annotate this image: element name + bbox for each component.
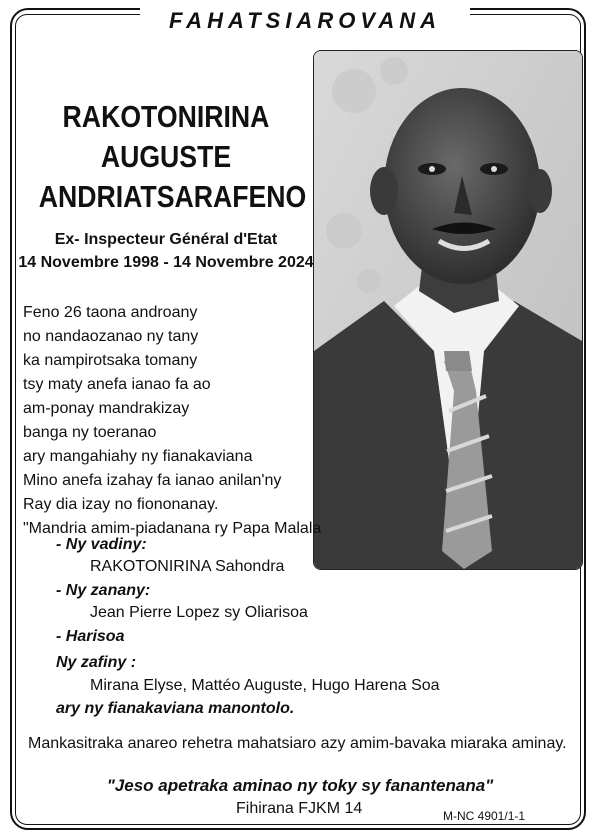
children-names: Jean Pierre Lopez sy Oliarisoa [90,604,308,621]
portrait-illustration [314,51,582,569]
poem-line: tsy maty anefa ianao fa ao [23,376,211,393]
scripture-quote: "Jeso apetraka aminao ny toky sy fanantenana" [106,776,494,795]
poem-line: Ray dia izay no fiononanay. [23,496,219,513]
poem-line: ka nampirotsaka tomany [23,352,198,369]
hymn-reference: Fihirana FJKM 14 [236,800,363,817]
spouse-name: RAKOTONIRINA Sahondra [90,558,285,575]
grandchildren-label: Ny zafiny : [56,654,137,671]
poem-line: ary mangahiahy ny fianakaviana [23,448,253,465]
poem-line: Feno 26 taona androany [23,304,198,321]
poem-line: Mino anefa izahay fa ianao anilan'ny [23,472,282,489]
heading-band [140,6,470,36]
notice-reference: M-NC 4901/1-1 [443,809,526,823]
name-line-1: RAKOTONIRINA [62,99,270,134]
poem [23,301,321,541]
poem-line: no nandaozanao ny tany [23,328,199,345]
poem-line: am-ponay mandrakizay [23,400,190,417]
thanks-text: Mankasitraka anareo rehetra mahatsiaro azy amim-bavaka miaraka aminay. [28,735,567,752]
poem-line: banga ny toeranao [23,424,157,441]
grandchildren-names: Mirana Elyse, Mattéo Auguste, Hugo Harena Soa [90,677,440,694]
name-line-2: AUGUSTE [100,139,232,174]
spouse-label: - Ny vadiny: [56,536,147,553]
children-label: - Ny zanany: [56,582,151,599]
poem-line: "Mandria amim-piadanana ry Papa Malala [23,520,322,537]
family-closing: ary ny fianakaviana manontolo. [56,700,295,717]
heading: FAHATSIAROVANA [168,8,442,33]
name-line-3: ANDRIATSARAFENO [38,179,307,214]
child-harisoa: - Harisoa [56,628,125,645]
portrait-photo [313,50,583,570]
former-title: Ex- Inspecteur Général d'Etat [54,231,278,248]
memorial-dates: 14 Novembre 1998 - 14 Novembre 2024 [18,254,314,271]
